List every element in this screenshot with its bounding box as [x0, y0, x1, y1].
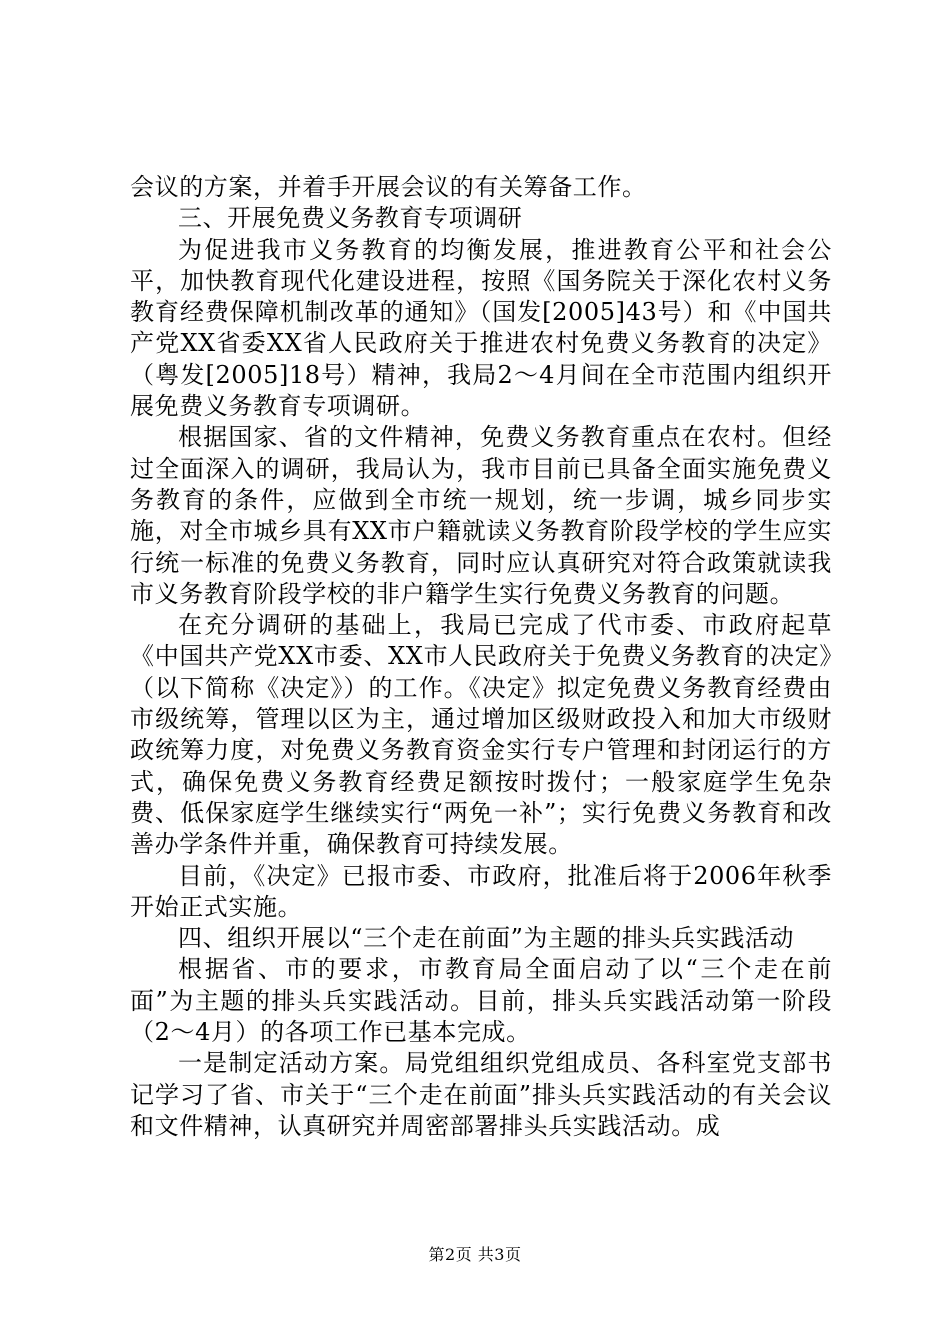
- paragraph-5: 在充分调研的基础上，我局已完成了代市委、市政府起草《中国共产党XX市委、XX市人民政府关于免费义务教育的决定》（以下简称《决定》）的工作。《决定》拟定免费义务教育经费由市级统筹，管理以区为主，通过增加区级财政投入和加大市级财政统筹力度，对免费义务教育资金实行专户管理和封闭运行的方式，确保免费义务教育经费足额按时拨付；一般家庭学生免杂费、低保家庭学生继续实行“两免一补”；实行免费义务教育和改善办学条件并重，确保教育可持续发展。: [130, 611, 832, 859]
- section-heading-4: 四、组织开展以“三个走在前面”为主题的排头兵实践活动: [178, 924, 795, 953]
- paragraph-1: 会议的方案，并着手开展会议的有关筹备工作。: [130, 173, 647, 201]
- document-body: [130, 172, 832, 1142]
- paragraph-4: 根据国家、省的文件精神，免费义务教育重点在农村。但经过全面深入的调研，我局认为，我市目前已具备全面实施免费义务教育的条件，应做到全市统一规划，统一步调，城乡同步实施，对全市城乡具有XX市户籍就读义务教育阶段学校的学生应实行统一标准的免费义务教育，同时应认真研究对符合政策就读我市义务教育阶段学校的非户籍学生实行免费义务教育的问题。: [130, 423, 832, 608]
- paragraph-3: 为促进我市义务教育的均衡发展，推进教育公平和社会公平，加快教育现代化建设进程，按照《国务院关于深化农村义务教育经费保障机制改革的通知》（国发[2005]43号）和《中国共产党XX省委XX省人民政府关于推进农村免费义务教育的决定》（粤发[2005]18号）精神，我局2～4月间在全市范围内组织开展免费义务教育专项调研。: [130, 235, 832, 421]
- paragraph-9: 一是制定活动方案。局党组组织党组成员、各科室党支部书记学习了省、市关于“三个走在前面”排头兵实践活动的有关会议和文件精神，认真研究并周密部署排头兵实践活动。成: [130, 1049, 832, 1140]
- paragraph-8: 根据省、市的要求，市教育局全面启动了以“三个走在前面”为主题的排头兵实践活动。目前，排头兵实践活动第一阶段（2～4月）的各项工作已基本完成。: [130, 955, 832, 1047]
- page-number-footer: 第2页 共3页: [428, 1245, 522, 1264]
- paragraph-6: 目前，《决定》已报市委、市政府，批准后将于2006年秋季开始正式实施。: [130, 861, 832, 921]
- section-heading-3: 三、开展免费义务教育专项调研: [178, 204, 523, 233]
